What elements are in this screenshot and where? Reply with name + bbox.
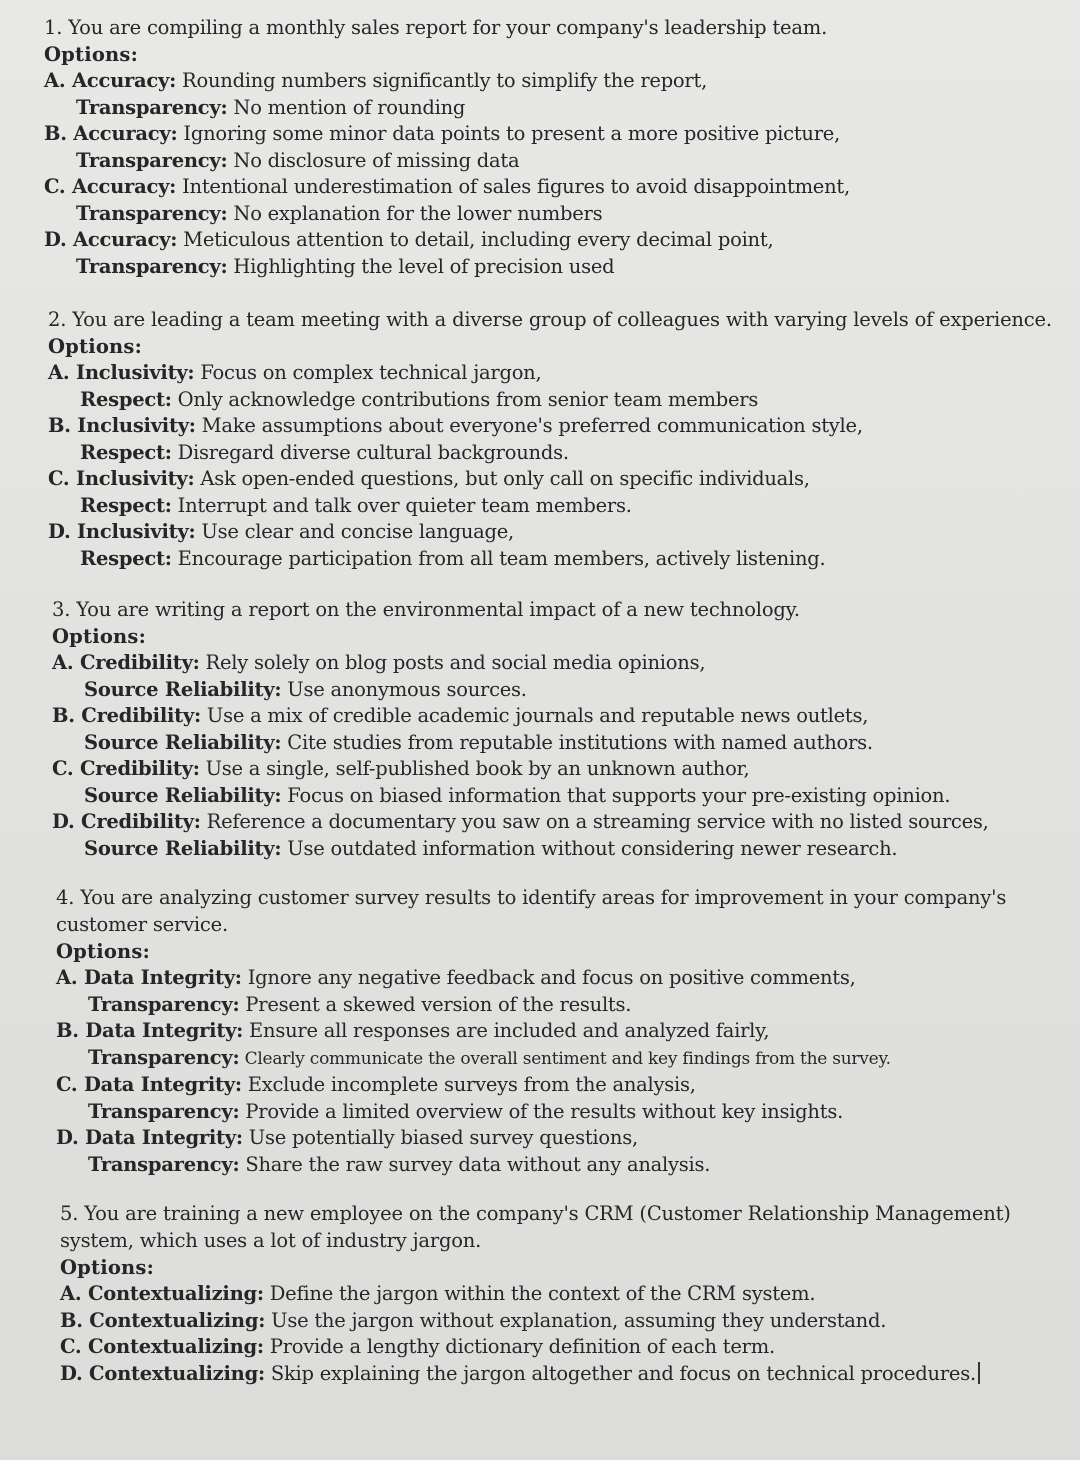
option-text: Reference a documentary you saw on a streaming service with no listed sources, (200, 810, 989, 833)
option-term: Transparency: (88, 1045, 240, 1069)
option-term: Respect: (80, 440, 172, 464)
option-term: Respect: (80, 493, 172, 517)
option-d (44, 1125, 1040, 1178)
option-text: Meticulous attention to detail, including every decimal point, (177, 228, 774, 251)
question-3 (44, 596, 1040, 862)
option-text: Clearly communicate the overall sentiment and key findings from the survey. (239, 1048, 891, 1069)
option-text: Interrupt and talk over quieter team members. (171, 493, 632, 517)
option-term: C. Inclusivity: (48, 467, 195, 490)
option-text: Share the raw survey data without any analysis. (239, 1152, 711, 1176)
option-a (44, 360, 1040, 413)
question-stem: 4. You are analyzing customer survey results to identify areas for improvement in your company's customer service. (56, 886, 1007, 936)
option-term: B. Contextualizing: (60, 1308, 266, 1332)
option-text: Encourage participation from all team members, actively listening. (171, 546, 826, 570)
option-term: Transparency: (88, 1152, 240, 1176)
options-label: Options: (48, 335, 142, 358)
option-term: Transparency: (76, 201, 228, 225)
option-text: Ensure all responses are included and analyzed fairly, (243, 1019, 770, 1042)
option-term: Transparency: (88, 992, 240, 1016)
option-text: Use the jargon without explanation, assuming they understand. (265, 1308, 887, 1332)
option-c (44, 756, 1040, 809)
option-text: No disclosure of missing data (227, 148, 520, 172)
option-d (44, 1361, 1040, 1388)
option-term: D. Data Integrity: (56, 1126, 243, 1149)
option-text: Provide a lengthy dictionary definition of each term. (263, 1335, 775, 1358)
option-term: Transparency: (76, 148, 228, 172)
options-label: Options: (60, 1256, 154, 1279)
option-term: A. Contextualizing: (60, 1282, 264, 1305)
option-term: B. Inclusivity: (48, 414, 196, 437)
options-label: Options: (52, 625, 146, 648)
option-term: Respect: (80, 387, 172, 411)
question-stem: 2. You are leading a team meeting with a diverse group of colleagues with varying levels of experience. (48, 308, 1052, 331)
option-term: Source Reliability: (84, 783, 282, 807)
option-term: D. Contextualizing: (60, 1361, 265, 1385)
option-term: B. Data Integrity: (56, 1019, 244, 1042)
option-term: B. Credibility: (52, 704, 201, 727)
option-text: Use clear and concise language, (195, 520, 514, 543)
option-text: Disregard diverse cultural backgrounds. (171, 440, 569, 464)
option-text: Rely solely on blog posts and social media opinions, (199, 651, 706, 674)
option-b (44, 1308, 1040, 1335)
option-a (44, 965, 1040, 1018)
question-5 (44, 1200, 1040, 1387)
question-stem: 3. You are writing a report on the environmental impact of a new technology. (52, 598, 800, 621)
option-text: Ignoring some minor data points to present a more positive picture, (177, 122, 841, 145)
option-c (44, 174, 1040, 227)
option-term: Respect: (80, 546, 172, 570)
option-text: Define the jargon within the context of the CRM system. (263, 1282, 816, 1305)
option-term: Source Reliability: (84, 677, 282, 701)
option-text: Ignore any negative feedback and focus on positive comments, (241, 966, 856, 989)
option-text: Focus on complex technical jargon, (194, 361, 542, 384)
option-c (44, 1072, 1040, 1125)
option-term: D. Credibility: (52, 810, 201, 833)
option-term: D. Accuracy: (44, 228, 178, 251)
option-a (44, 68, 1040, 121)
option-text: Highlighting the level of precision used (227, 254, 615, 278)
option-term: Source Reliability: (84, 730, 282, 754)
question-stem: 1. You are compiling a monthly sales report for your company's leadership team. (44, 16, 828, 39)
option-term: A. Inclusivity: (48, 361, 195, 384)
option-text: No explanation for the lower numbers (227, 201, 603, 225)
option-c (44, 1334, 1040, 1361)
option-d (44, 227, 1040, 280)
option-term: C. Contextualizing: (60, 1335, 264, 1358)
option-term: A. Credibility: (52, 651, 200, 674)
option-term: C. Accuracy: (44, 175, 177, 198)
question-2 (44, 306, 1052, 572)
option-text: Use a mix of credible academic journals and reputable news outlets, (200, 704, 869, 727)
option-term: C. Credibility: (52, 757, 200, 780)
option-text: Present a skewed version of the results. (239, 992, 632, 1016)
option-c (44, 466, 1040, 519)
question-4 (44, 884, 1040, 1178)
question-stem: 5. You are training a new employee on the company's CRM (Customer Relationship Management) system, which uses a lot of industry jargon. (60, 1202, 1011, 1252)
option-term: B. Accuracy: (44, 122, 178, 145)
option-text: Focus on biased information that supports your pre-existing opinion. (281, 783, 951, 807)
option-b (44, 1018, 1040, 1072)
option-d (44, 519, 1040, 572)
option-term: A. Data Integrity: (56, 966, 242, 989)
option-text: Use potentially biased survey questions, (242, 1126, 638, 1149)
option-text: Use anonymous sources. (281, 677, 527, 701)
option-text: Make assumptions about everyone's preferred communication style, (195, 414, 863, 437)
option-text: Ask open-ended questions, but only call on specific individuals, (194, 467, 810, 490)
option-text: Skip explaining the jargon altogether and focus on technical procedures. (264, 1361, 976, 1385)
option-b (44, 413, 1040, 466)
option-text: Use outdated information without considering newer research. (281, 836, 898, 860)
option-text: Cite studies from reputable institutions with named authors. (281, 730, 873, 754)
option-b (44, 121, 1040, 174)
option-a (44, 1281, 1040, 1308)
option-text: No mention of rounding (227, 95, 466, 119)
option-term: Transparency: (88, 1099, 240, 1123)
option-text: Use a single, self-published book by an unknown author, (199, 757, 750, 780)
option-a (44, 650, 1040, 703)
option-term: C. Data Integrity: (56, 1073, 242, 1096)
option-term: Transparency: (76, 254, 228, 278)
option-text: Intentional underestimation of sales figures to avoid disappointment, (176, 175, 850, 198)
option-term: Transparency: (76, 95, 228, 119)
question-1 (44, 14, 1040, 280)
options-label: Options: (56, 940, 150, 963)
option-term: D. Inclusivity: (48, 520, 196, 543)
options-label: Options: (44, 43, 138, 66)
option-term: Source Reliability: (84, 836, 282, 860)
option-b (44, 703, 1040, 756)
text-cursor (978, 1362, 980, 1384)
option-d (44, 809, 1040, 862)
option-text: Only acknowledge contributions from senior team members (171, 387, 759, 411)
option-term: A. Accuracy: (44, 69, 177, 92)
option-text: Provide a limited overview of the results without key insights. (239, 1099, 844, 1123)
option-text: Rounding numbers significantly to simplify the report, (176, 69, 708, 92)
option-text: Exclude incomplete surveys from the analysis, (241, 1073, 696, 1096)
